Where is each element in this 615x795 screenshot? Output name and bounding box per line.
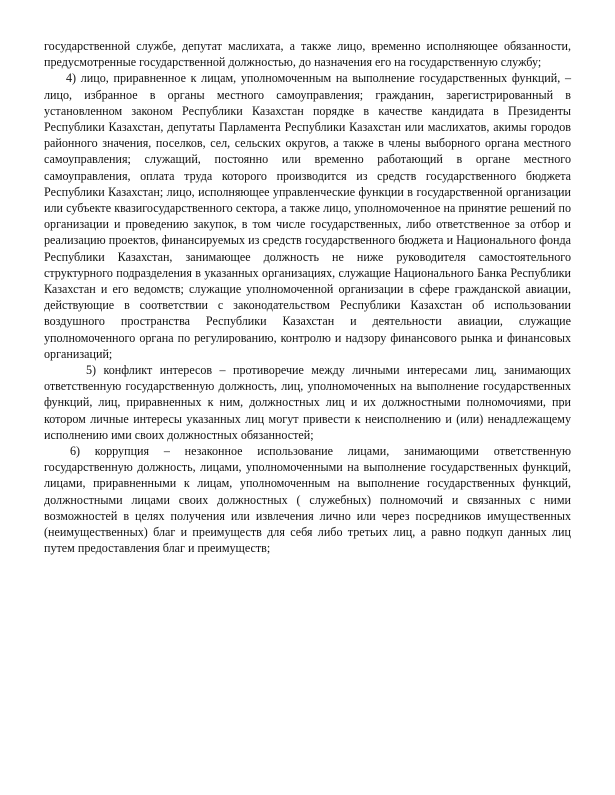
paragraph-item-4: 4) лицо, приравненное к лицам, уполномоченным на выполнение государственных функций, – лицо, избранное в органы местного самоуправления; гражданин, зарегистрированный в установленном законом Республики Казахстан порядке в качестве кандидата в Президенты Республики Казахстан, депутаты Парламента Республики Казахстан или маслихатов, акимы городов районного значения, поселков, сел, сельских округов, а также в члены выборного органа местного самоуправления; служащий, постоянно или временно работающий в органе местного самоуправления, оплата труда которого производится из средств государственного бюджета Республики Казахстан; лицо, исполняющее управленческие функции в государственной организации или субъекте квазигосударственного сектора, а также лицо, уполномоченное на принятие решений по организации и проведению закупок, в том числе государственных, либо ответственное за отбор и реализацию проектов, финансируемых из средств государственного бюджета и Национального фонда Республики Казахстан, занимающее должность не ниже руководителя самостоятельного структурного подразделения в указанных организациях, служащие Национального Банка Республики Казахстан и его ведомств; служащие уполномоченной организации в сфере гражданской авиации, действующие в соответствии с законодательством Республики Казахстан об использовании воздушного пространства Республики Казахстан и деятельности авиации, служащие уполномоченного органа по регулированию, контролю и надзору финансового рынка и финансовых организаций; — [44, 71, 571, 361]
paragraph-item-5: 5) конфликт интересов – противоречие между личными интересами лиц, занимающих ответственную государственную должность, лиц, уполномоченных на выполнение государственных функций, лиц, приравненных к ним, должностных лиц и их должностными полномочиями, при котором личные интересы указанных лиц могут привести к неисполнению и (или) ненадлежащему исполнению ими своих должностных обязанностей; — [44, 363, 571, 442]
paragraph-item-6: 6) коррупция – незаконное использование лицами, занимающими ответственную государственную должность, лицами, уполномоченными на выполнение государственных функций, лицами, приравненными к лицам, уполномоченным на выполнение государственных функций, должностными лицами своих должностных ( служебных) полномочий и связанных с ними возможностей в целях получения или извлечения лично или через посредников имущественных (неимущественных) благ и преимуществ для себя либо третьих лиц, а равно подкуп данных лиц путем предоставления благ и преимуществ; — [44, 444, 571, 556]
paragraph-continuation: государственной службе, депутат маслихата, а также лицо, временно исполняющее обязанности, предусмотренные государственной должностью, до назначения его на государственную службу; — [44, 39, 571, 70]
